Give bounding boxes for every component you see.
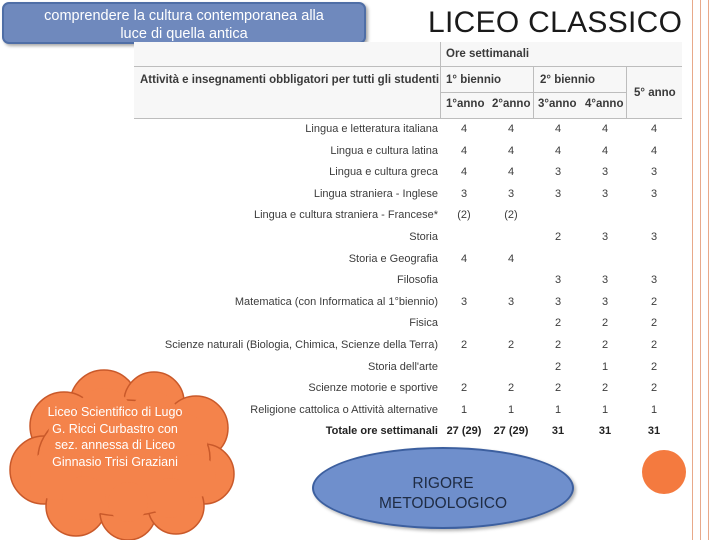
row-hours-cell: 3 [601, 231, 609, 243]
row-hours-cell: 4 [460, 166, 468, 179]
cloud-text: Liceo Scientifico di Lugo G. Ricci Curbastro con sez. annessa di Liceo Ginnasio Trisi Graziani [47, 405, 183, 469]
row-hours-cell: 4 [507, 166, 515, 179]
row-hours-cell: 4 [460, 252, 468, 265]
row-hours-cell: 3 [601, 295, 609, 308]
callout-line-1: comprendere la cultura contemporanea alla [44, 8, 324, 24]
header-rule [134, 66, 682, 67]
row-hours-cell: 2 [507, 339, 515, 351]
header-rule [134, 118, 682, 119]
rigor-ellipse-text [312, 474, 574, 514]
table-row [134, 142, 682, 164]
row-subject: Matematica (con Informatica al 1°biennio) [234, 295, 438, 308]
row-hours-cell: 3 [507, 187, 515, 200]
table-row [134, 163, 682, 185]
header-biennio-2: 2° biennio [540, 74, 596, 86]
row-subject: Lingua e letteratura italiana [305, 123, 438, 135]
row-subject: Totale ore settimanali [325, 425, 438, 438]
row-hours-cell: 2 [601, 382, 609, 395]
row-hours-cell: 4 [554, 144, 562, 157]
header-year-2: 2°anno [492, 98, 531, 110]
row-hours-cell: 3 [650, 187, 658, 200]
row-subject: Storia e Geografia [348, 252, 438, 265]
row-hours-cell: 3 [601, 166, 609, 179]
row-hours-cell: 2 [650, 382, 658, 395]
table-row [134, 314, 682, 336]
header-divider [626, 66, 627, 118]
row-hours-cell: 4 [460, 123, 468, 135]
row-hours-cell: 2 [601, 317, 609, 330]
row-hours-cell: 3 [601, 187, 609, 200]
row-hours-cell: 2 [460, 382, 468, 395]
row-hours-cell: 4 [554, 123, 562, 135]
header-subjects: Attività e insegnamenti obbligatori per tutti gli studenti [140, 74, 440, 86]
row-hours-cell: 2 [507, 382, 515, 395]
row-hours-cell: 1 [507, 403, 515, 416]
row-hours-cell: 3 [554, 295, 562, 308]
table-row [134, 250, 682, 272]
row-hours-cell: 2 [601, 339, 609, 351]
row-hours-cell: 4 [507, 144, 515, 157]
decor-orange-circle [642, 450, 686, 494]
row-hours-cell: 1 [554, 403, 562, 416]
row-subject: Storia [409, 231, 438, 243]
row-subject: Scienze motorie e sportive [308, 382, 438, 395]
header-divider [533, 66, 534, 118]
row-hours-cell: 2 [554, 317, 562, 330]
row-hours-cell: 2 [650, 339, 658, 351]
row-hours-cell: 3 [601, 274, 609, 287]
row-hours-cell: 3 [554, 274, 562, 287]
row-hours-cell: 4 [601, 144, 609, 157]
header-year-3: 3°anno [538, 98, 577, 110]
row-hours-cell: 2 [650, 317, 658, 330]
row-subject: Lingua straniera - Inglese [313, 187, 438, 200]
row-subject: Lingua e cultura latina [330, 144, 438, 157]
row-hours-cell: 2 [554, 231, 562, 243]
row-hours-cell: 4 [650, 144, 658, 157]
header-year-5: 5° anno [634, 87, 676, 99]
row-subject: Religione cattolica o Attività alternative [250, 403, 438, 416]
row-hours-cell: 3 [460, 295, 468, 308]
row-hours-cell: 27 (29) [493, 425, 529, 438]
row-hours-cell: 3 [507, 295, 515, 308]
decor-line-2 [700, 0, 701, 540]
header-hours: Ore settimanali [446, 48, 530, 60]
row-hours-cell: (2) [504, 209, 518, 222]
row-hours-cell: 1 [601, 360, 609, 373]
header-year-1: 1°anno [446, 98, 485, 110]
table-row [134, 271, 682, 293]
table-row [134, 336, 682, 358]
row-hours-cell: 31 [647, 425, 661, 438]
row-hours-cell: 4 [650, 123, 658, 135]
row-hours-cell: 3 [650, 166, 658, 179]
ellipse-line-2: METODOLOGICO [378, 495, 508, 512]
row-hours-cell: 1 [460, 403, 468, 416]
table-row [134, 293, 682, 315]
table-row [134, 228, 682, 250]
row-hours-cell: 2 [554, 382, 562, 395]
row-hours-cell: 1 [650, 403, 658, 416]
subtitle-callout [2, 2, 366, 44]
table-row [134, 120, 682, 142]
row-subject: Lingua e cultura straniera - Francese* [253, 209, 438, 222]
row-subject: Storia dell'arte [368, 360, 438, 373]
row-hours-cell: 4 [601, 123, 609, 135]
row-hours-cell: 4 [460, 144, 468, 157]
header-divider [440, 42, 441, 118]
header-year-4: 4°anno [585, 98, 624, 110]
row-hours-cell: 3 [650, 274, 658, 287]
row-hours-cell: 2 [554, 360, 562, 373]
row-hours-cell: 3 [650, 231, 658, 243]
row-hours-cell: 3 [554, 166, 562, 179]
row-hours-cell: 3 [460, 187, 468, 200]
table-row [134, 185, 682, 207]
decor-line-1 [692, 0, 693, 540]
row-subject: Lingua e cultura greca [329, 166, 438, 179]
callout-line-2: luce di quella antica [120, 26, 248, 42]
row-hours-cell: 4 [507, 252, 515, 265]
row-hours-cell: (2) [457, 209, 471, 222]
row-hours-cell: 31 [551, 425, 565, 438]
row-subject: Filosofia [397, 274, 438, 287]
row-hours-cell: 3 [554, 187, 562, 200]
row-hours-cell: 4 [507, 123, 515, 135]
table-row [134, 206, 682, 228]
row-hours-cell: 2 [650, 295, 658, 308]
row-hours-cell: 31 [598, 425, 612, 438]
decor-line-3 [708, 0, 709, 540]
row-subject: Scienze naturali (Biologia, Chimica, Scienze della Terra) [164, 339, 438, 351]
ellipse-line-1: RIGORE [412, 475, 474, 492]
slide-title: LICEO CLASSICO [428, 6, 683, 39]
header-biennio-1: 1° biennio [446, 74, 502, 86]
row-hours-cell: 2 [460, 339, 468, 351]
row-hours-cell: 1 [601, 403, 609, 416]
row-hours-cell: 27 (29) [446, 425, 482, 438]
row-subject: Fisica [409, 317, 438, 330]
row-hours-cell: 2 [554, 339, 562, 351]
row-hours-cell: 2 [650, 360, 658, 373]
